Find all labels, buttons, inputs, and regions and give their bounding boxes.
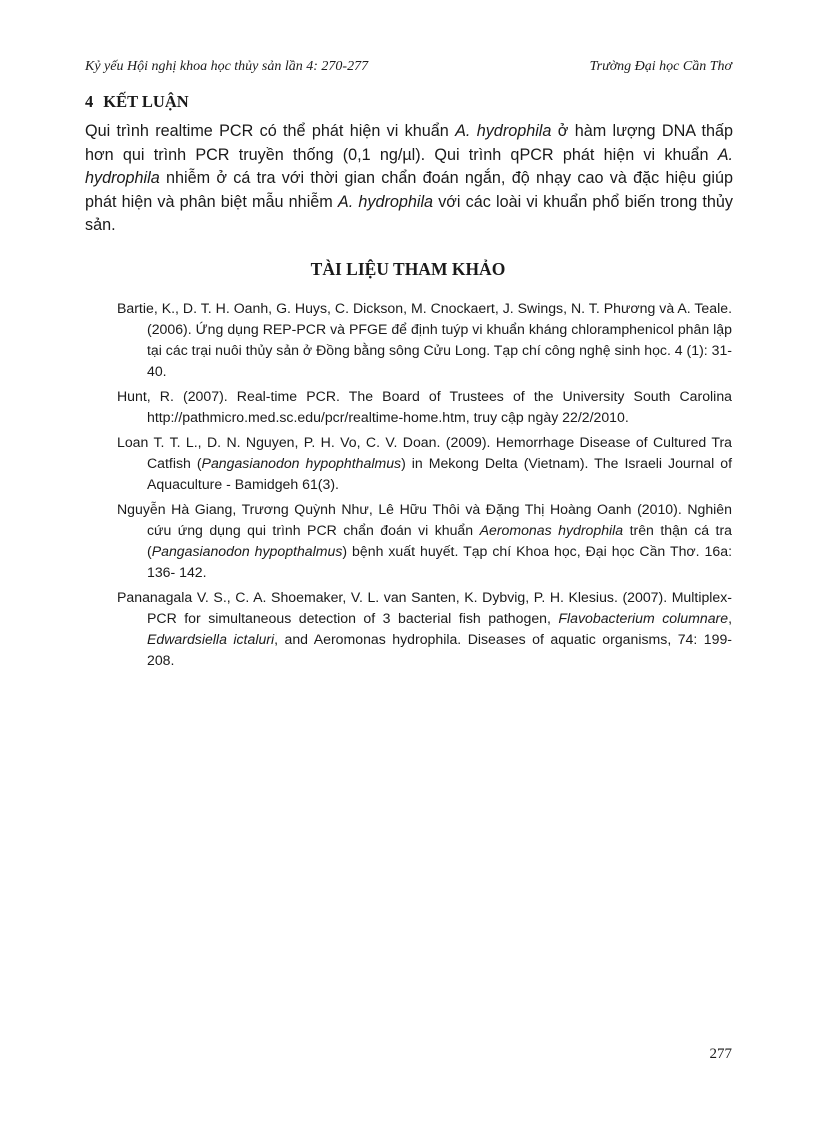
text-run: Qui trình realtime PCR có thể phát hiện vi khuẩn bbox=[85, 122, 456, 140]
species-name: Flavobacterium columnare bbox=[558, 610, 729, 626]
reference-text: ) in Mekong Delta (Vietnam). The Israeli Journal of Aquaculture - Bamidgeh 61(3). bbox=[147, 455, 732, 492]
reference-item bbox=[117, 298, 732, 382]
reference-text: Hunt, R. (2007). Real-time PCR. The Board of Trustees of the University South Carolina http://pathmicro.med.sc.edu/pcr/realtime-home.htm, truy cập ngày 22/2/2010. bbox=[117, 388, 732, 425]
reference-text: Loan T. T. L., D. N. Nguyen, P. H. Vo, C. V. Doan. (2009). Hemorrhage Disease of Cultured Tra Catfish ( bbox=[117, 434, 732, 471]
text-run: với các loài vi khuẩn phổ biến trong thủy sản. bbox=[85, 192, 733, 234]
reference-text: , bbox=[728, 610, 732, 626]
conclusion-paragraph bbox=[85, 120, 733, 238]
section-number: 4 bbox=[85, 92, 94, 111]
reference-item bbox=[117, 386, 732, 428]
proceedings-title: Kỷ yếu Hội nghị khoa học thủy sản lần 4: 270-277 bbox=[85, 59, 369, 74]
text-run: ở hàm lượng DNA thấp hơn qui trình PCR truyền thống (0,1 ng/µl). Qui trình qPCR phát hiện vi khuẩn bbox=[85, 122, 733, 164]
text-run: nhiễm ở cá tra với thời gian chẩn đoán ngắn, độ nhạy cao và đặc hiệu giúp phát hiện và phân biệt mẫu nhiễm bbox=[85, 169, 733, 211]
species-name: A. hydrophila bbox=[455, 122, 552, 140]
reference-text: trên thận cá tra ( bbox=[147, 522, 732, 559]
reference-text: ) bệnh xuất huyết. Tạp chí Khoa học, Đại học Cần Thơ. 16a: 136- 142. bbox=[147, 543, 732, 580]
species-name: Edwardsiella ictaluri bbox=[147, 631, 275, 647]
reference-list bbox=[117, 298, 732, 675]
species-name: A. hydrophila bbox=[337, 192, 434, 211]
section-title: KẾT LUẬN bbox=[103, 92, 189, 111]
reference-item bbox=[117, 499, 732, 583]
page-number: 277 bbox=[709, 1046, 732, 1062]
species-name: Pangasianodon hypopthalmus bbox=[151, 543, 343, 559]
university-name: Trường Đại học Cần Thơ bbox=[589, 59, 732, 74]
reference-item bbox=[117, 432, 732, 495]
species-name: A. hydrophila bbox=[85, 145, 733, 187]
reference-text: Bartie, K., D. T. H. Oanh, G. Huys, C. Dickson, M. Cnockaert, J. Swings, N. T. Phương và A. Teale. (2006). Ứng dụng REP-PCR và PFGE để định tuýp vi khuẩn kháng chloramphenicol phân lập tại các trại nuôi thủy sản ở Đồng bằng sông Cửu Long. Tạp chí công nghệ sinh học. 4 (1): 31-40. bbox=[117, 300, 732, 379]
section-heading bbox=[85, 92, 189, 112]
references-title: TÀI LIỆU THAM KHẢO bbox=[310, 259, 506, 279]
species-name: Aeromonas hydrophila bbox=[479, 522, 624, 538]
reference-text: Nguyễn Hà Giang, Trương Quỳnh Như, Lê Hữu Thôi và Đặng Thị Hoàng Oanh (2010). Nghiên cứu ứng dụng qui trình PCR chẩn đoán vi khuẩn bbox=[117, 501, 732, 538]
reference-item bbox=[117, 587, 732, 671]
reference-text: Pananagala V. S., C. A. Shoemaker, V. L. van Santen, K. Dybvig, P. H. Klesius. (2007). Multiplex-PCR for simultaneous detection of 3 bacterial fish pathogen, bbox=[117, 589, 732, 626]
species-name: Pangasianodon hypophthalmus bbox=[201, 455, 402, 471]
reference-text: , and Aeromonas hydrophila. Diseases of aquatic organisms, 74: 199-208. bbox=[147, 631, 732, 668]
